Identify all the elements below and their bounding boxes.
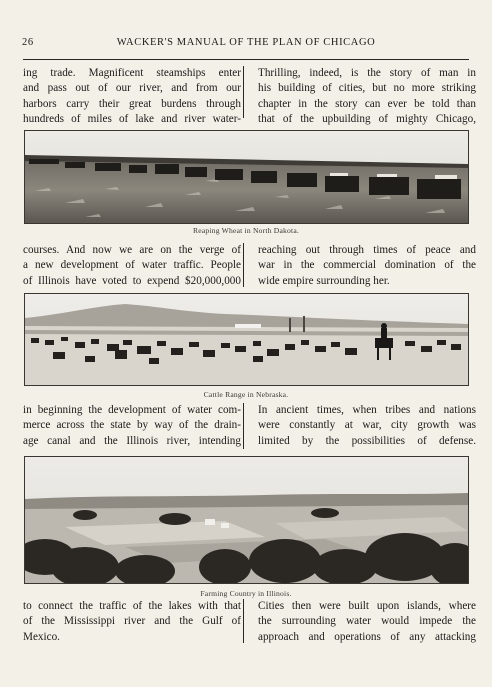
column-divider (243, 403, 244, 449)
running-header (22, 37, 470, 53)
right-column (258, 243, 476, 289)
text-line: merce across the state by way of the drain- (23, 419, 241, 432)
text-line: ing trade. Magnificent steamships enter (23, 67, 241, 79)
left-column (23, 243, 241, 289)
text-line: to connect the traffic of the lakes with that (23, 600, 241, 612)
text-block-1 (23, 66, 476, 128)
text-line: Cities then were built upon islands, where (258, 600, 476, 612)
text-line: in beginning the development of water com- (23, 404, 241, 416)
photo-caption: Reaping Wheat in North Dakota. (192, 226, 300, 235)
header-rule (23, 59, 469, 60)
text-line: harbors carry their great burdens through (23, 97, 241, 110)
text-line: that of the upbuilding of mighty Chicago, (258, 113, 476, 126)
photo-caption: Cattle Range in Nebraska. (203, 390, 289, 399)
column-divider (243, 599, 244, 643)
text-block-2 (23, 243, 476, 291)
page-number: 26 (22, 37, 34, 48)
photo-reaping-wheat (24, 130, 469, 224)
photo-farming-country (24, 456, 469, 584)
photo-cattle-range (24, 293, 469, 386)
text-line: reaching out through times of peace and (258, 244, 476, 256)
text-line: approach and operations of any attacking (258, 630, 476, 643)
text-line: courses. And now we are on the verge of (23, 244, 241, 256)
left-column (23, 403, 241, 449)
text-line: In ancient times, when tribes and nations (258, 404, 476, 416)
right-column (258, 599, 476, 645)
text-line: limited by the possibilities of defense. (258, 434, 476, 447)
left-column (23, 66, 241, 128)
text-line: chapter in the story can ever be told than (258, 97, 476, 110)
text-line: a new development of water traffic. People (23, 259, 241, 272)
running-title: WACKER'S MANUAL OF THE PLAN OF CHICAGO (116, 37, 376, 48)
text-line: war in the commercial domination of the (258, 259, 476, 272)
text-line: of the Mississippi river and the Gulf of (23, 615, 241, 628)
text-line: wide empire surrounding her. (258, 274, 390, 287)
right-column (258, 66, 476, 128)
text-line: were constantly at war, city growth was (258, 419, 476, 432)
column-divider (243, 243, 244, 287)
text-line: Mexico. (23, 630, 60, 643)
text-line: of Illinois have voted to expend $20,000,000 (23, 274, 241, 287)
text-line: and pass out of our river, and from our (23, 82, 241, 95)
column-divider (243, 66, 244, 118)
text-line: age canal and the Illinois river, intending (23, 434, 241, 447)
text-block-4 (23, 599, 476, 647)
text-line: hundreds of miles of lake and river water- (23, 113, 241, 126)
text-line: the surrounding water would impede the (258, 615, 476, 628)
text-line: Thrilling, indeed, is the story of man in (258, 67, 476, 79)
photo-caption: Farming Country in Illinois. (200, 589, 292, 598)
right-column (258, 403, 476, 449)
text-line: his building of cities, but no more striking (258, 82, 476, 95)
text-block-3 (23, 403, 476, 451)
left-column (23, 599, 241, 645)
